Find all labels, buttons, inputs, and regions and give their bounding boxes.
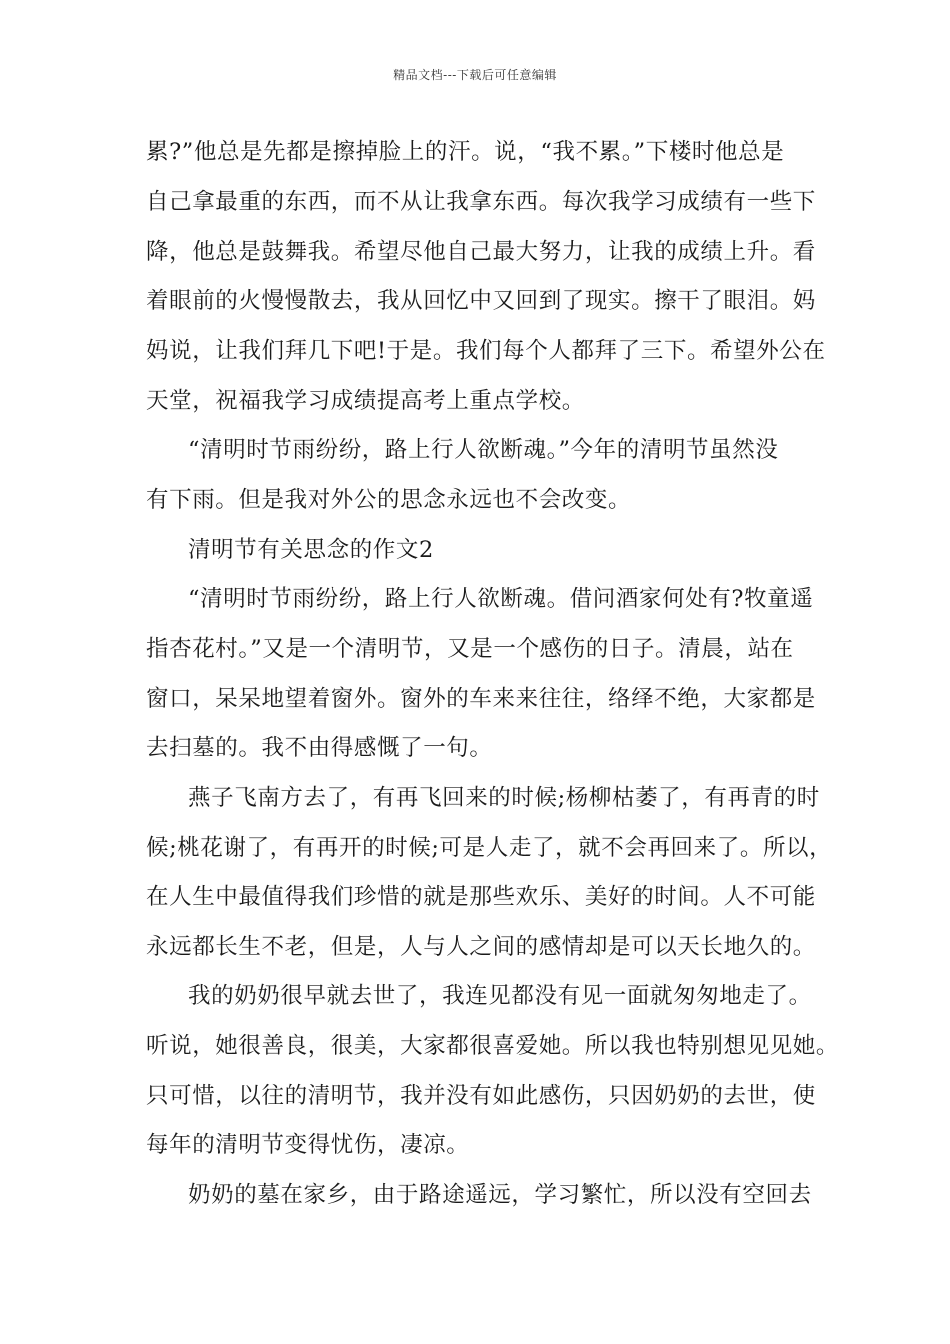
- text-line: 窗口，呆呆地望着窗外。窗外的车来来往往，络绎不绝，大家都是: [146, 686, 816, 712]
- text-line: 妈说，让我们拜几下吧!于是。我们每个人都拜了三下。希望外公在: [146, 338, 826, 364]
- text-line: 去扫墓的。我不由得感慨了一句。: [146, 735, 493, 761]
- text-line: 燕子飞南方去了，有再飞回来的时候;杨柳枯萎了，有再青的时: [188, 785, 820, 811]
- text-line: 天堂，祝福我学习成绩提高考上重点学校。: [146, 388, 585, 414]
- text-line: 候;桃花谢了，有再开的时候;可是人走了，就不会再回来了。所以，: [146, 835, 833, 861]
- text-line: 降，他总是鼓舞我。希望尽他自己最大努力，让我的成绩上升。看: [146, 239, 816, 265]
- text-line: “清明时节雨纷纷，路上行人欲断魂。借问酒家何处有?牧童遥: [188, 586, 814, 612]
- section-heading: 清明节有关思念的作文2: [188, 537, 434, 563]
- text-line: 奶奶的墓在家乡，由于路途遥远，学习繁忙，所以没有空回去: [188, 1182, 812, 1208]
- text-line: 我的奶奶很早就去世了，我连见都没有见一面就匆匆地走了。: [188, 983, 812, 1009]
- text-line: 自己拿最重的东西，而不从让我拿东西。每次我学习成绩有一些下: [146, 189, 816, 215]
- text-line: 有下雨。但是我对外公的思念永远也不会改变。: [146, 487, 632, 513]
- text-line: 指杏花村。”又是一个清明节，又是一个感伤的日子。清晨，站在: [146, 636, 794, 662]
- text-line: 听说，她很善良，很美，大家都很喜爱她。所以我也特别想见见她。: [146, 1033, 840, 1059]
- text-line: 每年的清明节变得忧伤，凄凉。: [146, 1132, 470, 1158]
- text-line: 着眼前的火慢慢散去，我从回忆中又回到了现实。擦干了眼泪。妈: [146, 288, 816, 314]
- text-line: 只可惜，以往的清明节，我并没有如此感伤，只因奶奶的去世，使: [146, 1083, 816, 1109]
- text-line: “清明时节雨纷纷，路上行人欲断魂。”今年的清明节虽然没: [188, 437, 779, 463]
- text-line: 在人生中最值得我们珍惜的就是那些欢乐、美好的时间。人不可能: [146, 884, 816, 910]
- text-line: 永远都长生不老，但是，人与人之间的感情却是可以天长地久的。: [146, 934, 816, 960]
- page-header: 精品文档---下载后可任意编辑: [393, 68, 557, 82]
- text-line: 累?”他总是先都是擦掉脸上的汗。说，“我不累。”下楼时他总是: [146, 139, 785, 165]
